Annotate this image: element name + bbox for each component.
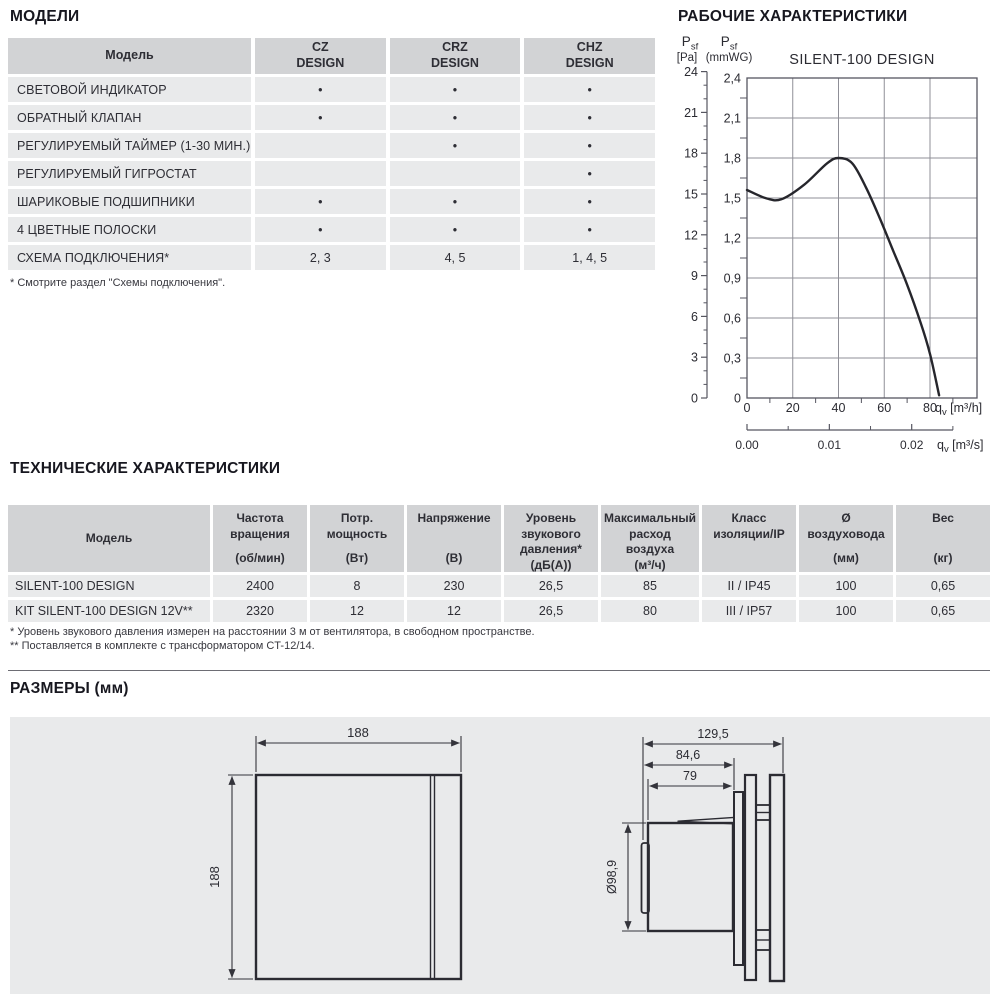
feature-value-cell	[255, 133, 386, 158]
feature-value-cell: •	[390, 217, 521, 242]
feature-value-cell: •	[390, 133, 521, 158]
svg-text:6: 6	[691, 309, 698, 324]
tech-value-cell: 26,5	[504, 575, 598, 597]
svg-text:12: 12	[684, 228, 698, 243]
tech-value-cell: 85	[601, 575, 699, 597]
svg-text:21: 21	[684, 105, 698, 120]
feature-value-cell: •	[390, 105, 521, 130]
feature-value-cell: •	[255, 189, 386, 214]
tech-value-cell: 12	[310, 600, 404, 622]
side-plate-depth-label: 84,6	[675, 748, 701, 762]
models-header-model: Модель	[8, 38, 251, 74]
tech-value-cell: 12	[407, 600, 501, 622]
x-axis-unit-m3h: $q_v$ [m³/h]	[935, 401, 983, 418]
front-width-dim-label: 188	[347, 725, 369, 740]
tech-value-cell: 2400	[213, 575, 307, 597]
feature-cell: ОБРАТНЫЙ КЛАПАН	[8, 105, 251, 130]
tech-footnote-2: ** Поставляется в комплекте с трансформатором CT-12/14.	[10, 640, 315, 652]
tech-value-cell: III / IP57	[702, 600, 796, 622]
pa-axis-symbol: $P_{sf}$	[681, 34, 699, 53]
tech-header-cell: Вес (кг)	[896, 505, 990, 572]
tech-value-cell: 100	[799, 600, 893, 622]
tech-value-cell: II / IP45	[702, 575, 796, 597]
pa-axis-unit: [Pa]	[676, 52, 698, 64]
feature-value-cell: •	[255, 105, 386, 130]
svg-text:1,8: 1,8	[723, 151, 741, 166]
tech-header-cell: Модель	[8, 505, 210, 572]
svg-text:1,5: 1,5	[723, 191, 741, 206]
svg-text:0: 0	[691, 391, 698, 406]
models-footnote: * Смотрите раздел "Схемы подключения".	[10, 277, 226, 289]
models-header-col-crz: CRZ DESIGN	[390, 38, 521, 74]
tech-header-cell: Частота вращения (об/мин)	[213, 505, 307, 572]
tech-header-cell: Напряжение (В)	[407, 505, 501, 572]
svg-text:0.01: 0.01	[817, 438, 842, 452]
svg-text:20: 20	[785, 401, 800, 415]
feature-cell: ШАРИКОВЫЕ ПОДШИПНИКИ	[8, 189, 251, 214]
svg-text:0,6: 0,6	[723, 311, 741, 326]
svg-text:0: 0	[743, 401, 751, 415]
svg-text:24: 24	[684, 65, 698, 80]
tech-value-cell: 0,65	[896, 600, 990, 622]
models-table	[8, 38, 655, 270]
models-section-title: МОДЕЛИ	[10, 8, 80, 25]
feature-value-cell: •	[524, 161, 655, 186]
tech-section-title: ТЕХНИЧЕСКИЕ ХАРАКТЕРИСТИКИ	[10, 460, 281, 477]
svg-text:15: 15	[684, 187, 698, 202]
svg-text:0: 0	[734, 391, 741, 406]
feature-cell: РЕГУЛИРУЕМЫЙ ГИГРОСТАТ	[8, 161, 251, 186]
tech-value-cell: 26,5	[504, 600, 598, 622]
side-view-drawing	[642, 775, 785, 981]
feature-value-cell: •	[390, 77, 521, 102]
feature-cell: 4 ЦВЕТНЫЕ ПОЛОСКИ	[8, 217, 251, 242]
side-view-dimensions	[622, 737, 783, 931]
performance-section-title: РАБОЧИЕ ХАРАКТЕРИСТИКИ	[678, 8, 908, 25]
tech-value-cell: 80	[601, 600, 699, 622]
svg-text:0.02: 0.02	[900, 438, 924, 452]
feature-value-cell: 1, 4, 5	[524, 245, 655, 270]
feature-cell: СХЕМА ПОДКЛЮЧЕНИЯ*	[8, 245, 251, 270]
svg-text:0.00: 0.00	[735, 438, 759, 452]
dimensions-panel	[10, 717, 990, 994]
svg-text:40: 40	[831, 401, 846, 415]
feature-value-cell: •	[390, 189, 521, 214]
front-height-dim-label: 188	[207, 866, 222, 888]
side-total-depth-label: 129,5	[697, 727, 729, 741]
tech-header-cell: Класс изоляции/IP	[702, 505, 796, 572]
feature-value-cell	[390, 161, 521, 186]
tech-value-cell: 100	[799, 575, 893, 597]
feature-value-cell: •	[524, 217, 655, 242]
tech-table	[8, 505, 990, 622]
tech-footnote-1: * Уровень звукового давления измерен на расстоянии 3 м от вентилятора, в свободном пространстве.	[10, 626, 535, 638]
feature-value-cell	[255, 161, 386, 186]
side-duct-length-label: 79	[683, 769, 697, 783]
tech-model-cell: SILENT-100 DESIGN	[8, 575, 210, 597]
tech-header-cell: Ø воздуховода (мм)	[799, 505, 893, 572]
tech-value-cell: 230	[407, 575, 501, 597]
tech-header-cell: Уровень звукового давления* (дБ(А))	[504, 505, 598, 572]
svg-text:2,4: 2,4	[723, 71, 741, 86]
dimension-drawings	[10, 717, 990, 994]
side-duct-diameter-label: Ø98,9	[605, 859, 619, 895]
svg-text:80: 80	[923, 401, 937, 415]
feature-value-cell: •	[524, 77, 655, 102]
feature-value-cell: 2, 3	[255, 245, 386, 270]
tech-value-cell: 0,65	[896, 575, 990, 597]
x-axis-unit-m3s: $q_v$ [m³/s]	[937, 438, 984, 455]
dimensions-section-title: РАЗМЕРЫ (мм)	[10, 680, 129, 697]
feature-value-cell: •	[255, 77, 386, 102]
feature-value-cell: •	[255, 217, 386, 242]
svg-text:0,9: 0,9	[723, 271, 741, 286]
tech-header-cell: Максимальный расход воздуха (м³/ч)	[601, 505, 699, 572]
tech-model-cell: KIT SILENT-100 DESIGN 12V**	[8, 600, 210, 622]
tech-value-cell: 8	[310, 575, 404, 597]
feature-value-cell: •	[524, 105, 655, 130]
mmwg-axis-symbol: $P_{sf}$	[720, 34, 738, 53]
front-view-dimensions	[228, 736, 461, 979]
tech-header-cell: Потр. мощность (Вт)	[310, 505, 404, 572]
performance-chart	[665, 28, 1000, 456]
tech-value-cell: 2320	[213, 600, 307, 622]
feature-cell: РЕГУЛИРУЕМЫЙ ТАЙМЕР (1-30 МИН.)	[8, 133, 251, 158]
svg-text:18: 18	[684, 146, 698, 161]
front-view-drawing	[256, 775, 461, 979]
svg-text:1,2: 1,2	[723, 231, 741, 246]
feature-value-cell: •	[524, 133, 655, 158]
section-divider	[8, 670, 990, 671]
svg-text:0,3: 0,3	[723, 351, 741, 366]
feature-value-cell: 4, 5	[390, 245, 521, 270]
chart-title: SILENT-100 DESIGN	[789, 52, 935, 68]
models-header-col-chz: CHZ DESIGN	[524, 38, 655, 74]
svg-text:9: 9	[691, 269, 698, 284]
feature-value-cell: •	[524, 189, 655, 214]
svg-text:60: 60	[877, 401, 892, 415]
svg-text:2,1: 2,1	[723, 111, 741, 126]
models-header-col-cz: CZ DESIGN	[255, 38, 386, 74]
svg-text:3: 3	[691, 350, 698, 365]
mmwg-axis-unit: (mmWG)	[705, 52, 753, 64]
feature-cell: СВЕТОВОЙ ИНДИКАТОР	[8, 77, 251, 102]
